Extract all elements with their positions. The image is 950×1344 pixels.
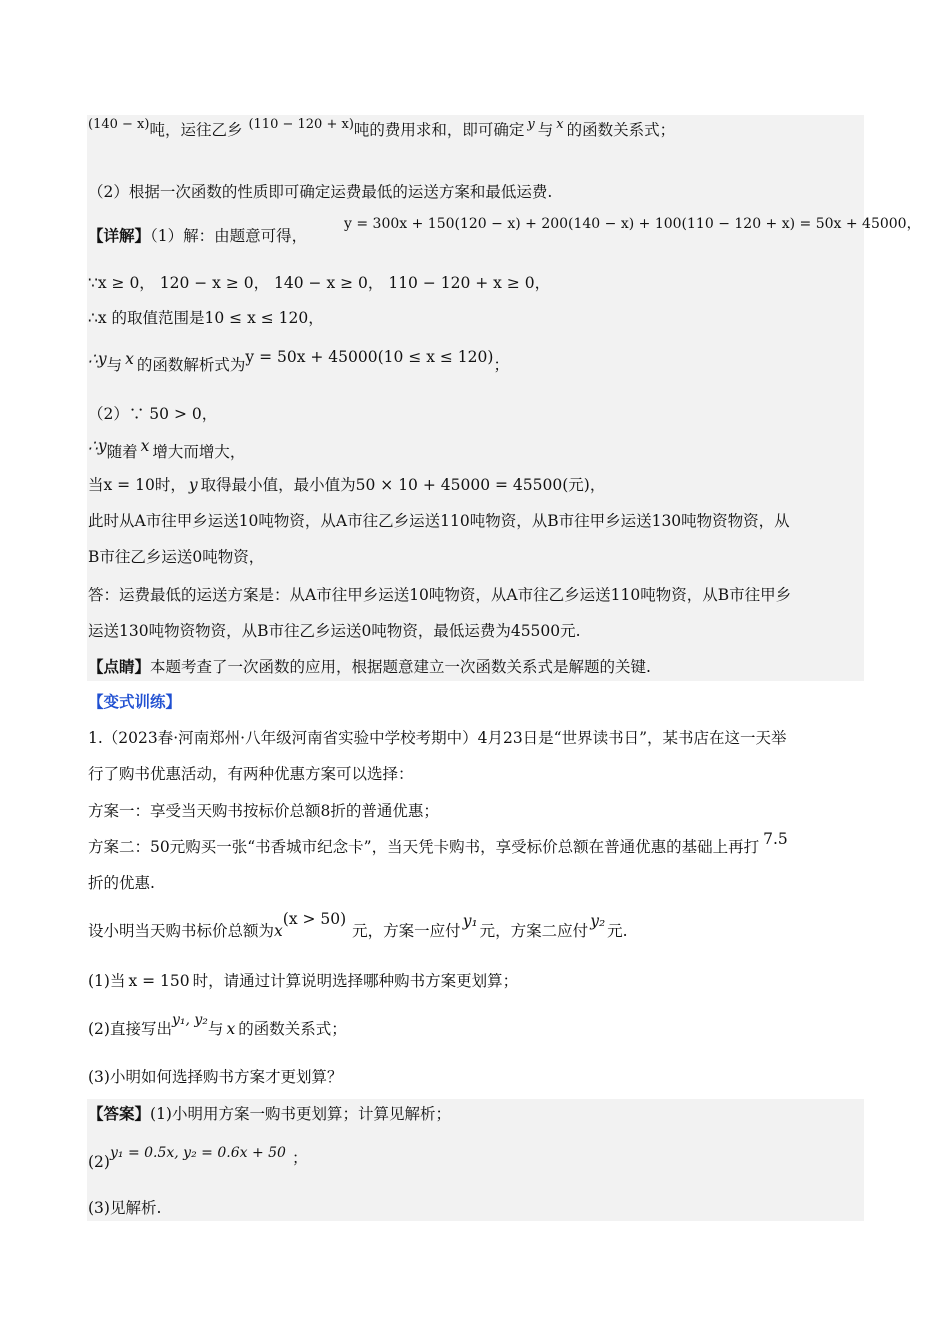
question-line-2 — [88, 764, 414, 784]
text: 与 — [537, 121, 554, 139]
text: 运送130吨物资物资，从B市往乙乡运送0吨物资，最低运费为45500元. — [88, 622, 581, 640]
question-line-1 — [88, 728, 787, 748]
text: 当 — [88, 476, 104, 494]
math-equation: y = 300x + 150(120 − x) + 200(140 − x) + 100(110 − 120 + x) = 50x + 45000 — [344, 216, 907, 232]
text: (3)小明如何选择购书方案才更划算？ — [88, 1068, 343, 1086]
text: 的函数关系式； — [566, 121, 676, 139]
math-var: x — [556, 117, 564, 132]
math-var: y — [188, 476, 198, 494]
text: (1)小明用方案一购书更划算；计算见解析； — [150, 1105, 451, 1123]
range-line — [88, 308, 324, 328]
text: ， — [589, 476, 606, 494]
math-expr: 7.5 — [763, 830, 788, 848]
text: 的函数解析式为 — [136, 356, 246, 374]
sub-question-3 — [88, 1067, 342, 1087]
plan-line-1 — [88, 511, 790, 531]
text: 元，方案二应付 — [479, 922, 589, 940]
comment-label: 【点睛】 — [88, 657, 151, 676]
detail-label: 【详解】 — [88, 226, 151, 245]
math-var: ∴y — [88, 437, 107, 455]
text: ； — [291, 1149, 308, 1167]
minimum-line — [88, 475, 605, 495]
text: 答：运费最低的运送方案是：从A市往甲乡运送10吨物资，从A市往乙乡运送110吨物资，从B市往甲乡 — [88, 586, 792, 604]
text: 的函数关系式； — [238, 1020, 347, 1038]
answer-1-line — [88, 1104, 451, 1124]
text: 时，请通过计算说明选择哪种购书方案更划算； — [192, 972, 519, 990]
math-var: x — [226, 1020, 236, 1038]
text: 本题考查了一次函数的应用，根据题意建立一次函数关系式是解题的关键. — [150, 658, 651, 676]
text: 1.（2023春·河南郑州·八年级河南省实验中学校考期中）4月23日是“世界读书日”，某书店在这一天举 — [88, 729, 787, 747]
text: (2)直接写出 — [88, 1020, 172, 1038]
math-var: y₁ — [462, 912, 478, 930]
analysis-line-2 — [88, 182, 552, 202]
detail-intro — [88, 226, 307, 246]
text: (2) — [88, 1153, 110, 1171]
math-expr: (x > 50) — [282, 910, 347, 928]
text: 此时从A市往甲乡运送10吨物资，从A市往乙乡运送110吨物资，从B市往甲乡运送130吨物资物资，从 — [88, 512, 790, 530]
analysis-line-1 — [88, 117, 676, 142]
plan-one-line — [88, 801, 439, 821]
text: 【变式训练】 — [88, 692, 182, 711]
text: 取得最小值，最小值为 — [200, 476, 356, 494]
math-range: 10 ≤ x ≤ 120 — [204, 309, 309, 327]
math-var: y₁, y₂ — [171, 1012, 208, 1028]
text: （1）解：由题意可得， — [150, 227, 308, 245]
math-var: y — [527, 117, 535, 132]
math-expr: (110 − 120 + x) — [248, 117, 354, 132]
text: 元，方案一应付 — [352, 922, 461, 940]
part2-line — [88, 404, 217, 424]
text: （2）∵ 50 > 0， — [88, 405, 218, 423]
text: 吨的费用求和，即可确定 — [353, 121, 525, 139]
text: B市往乙乡运送0吨物资， — [88, 548, 265, 566]
math-expr: x = 150 — [128, 972, 190, 990]
math-expr: y₁ = 0.5x, y₂ = 0.6x + 50 — [109, 1145, 286, 1161]
variant-header — [88, 692, 181, 712]
text: 折的优惠. — [88, 874, 155, 892]
text: 方案二：50元购买一张“书香城市纪念卡”，当天凭卡购书，享受标价总额在普通优惠的基础上再打 — [88, 838, 760, 856]
text: 随着 — [106, 443, 138, 461]
math-var: ∴y — [88, 350, 107, 368]
plan-line-2 — [88, 547, 264, 567]
math-conditions: ∵x ≥ 0， 120 − x ≥ 0， 140 − x ≥ 0， 110 − 120 + x ≥ 0， — [88, 274, 551, 292]
math-expr: x = 10 — [103, 476, 155, 494]
text: (3)见解析. — [88, 1199, 162, 1217]
math-var: x — [274, 922, 283, 940]
text: 方案一：享受当天购书按标价总额8折的普通优惠； — [88, 802, 439, 820]
text: 吨，运往乙乡 — [149, 121, 243, 139]
text: (1)当 — [88, 972, 126, 990]
text: ∴x 的取值范围是 — [88, 309, 205, 327]
answer-line-2 — [88, 621, 581, 641]
math-var: x — [125, 350, 134, 368]
text: 与 — [106, 356, 123, 374]
text: 时， — [154, 476, 186, 494]
answer-2-line — [88, 1145, 308, 1173]
math-expr: (140 − x) — [88, 117, 150, 132]
text: 元. — [607, 922, 628, 940]
text: ， — [906, 216, 921, 232]
math-var: x — [140, 437, 150, 455]
math-expr: 50 × 10 + 45000 = 45500(元) — [355, 476, 590, 494]
answer-label: 【答案】 — [88, 1104, 151, 1123]
function-line — [88, 348, 509, 375]
text: 增大而增大， — [152, 443, 246, 461]
answer-3-line — [88, 1198, 161, 1218]
sub-question-1 — [88, 971, 518, 991]
sub-question-2 — [88, 1012, 347, 1040]
text: ， — [308, 309, 324, 327]
math-function: y = 50x + 45000(10 ≤ x ≤ 120) — [245, 348, 494, 366]
answer-line-1 — [88, 585, 791, 605]
condition-line — [88, 273, 550, 293]
setup-line — [88, 910, 628, 941]
text: ； — [493, 356, 509, 374]
text: 与 — [207, 1020, 224, 1038]
plan-two-line-2 — [88, 873, 155, 893]
detail-equation — [344, 214, 921, 234]
text: 设小明当天购书标价总额为 — [88, 922, 275, 940]
text: 行了购书优惠活动，有两种优惠方案可以选择： — [88, 765, 414, 783]
comment-line — [88, 657, 651, 677]
plan-two-line — [88, 830, 788, 857]
math-var: y₂ — [590, 912, 606, 930]
increase-line — [88, 437, 246, 462]
text: （2）根据一次函数的性质即可确定运费最低的运送方案和最低运费. — [88, 183, 553, 201]
